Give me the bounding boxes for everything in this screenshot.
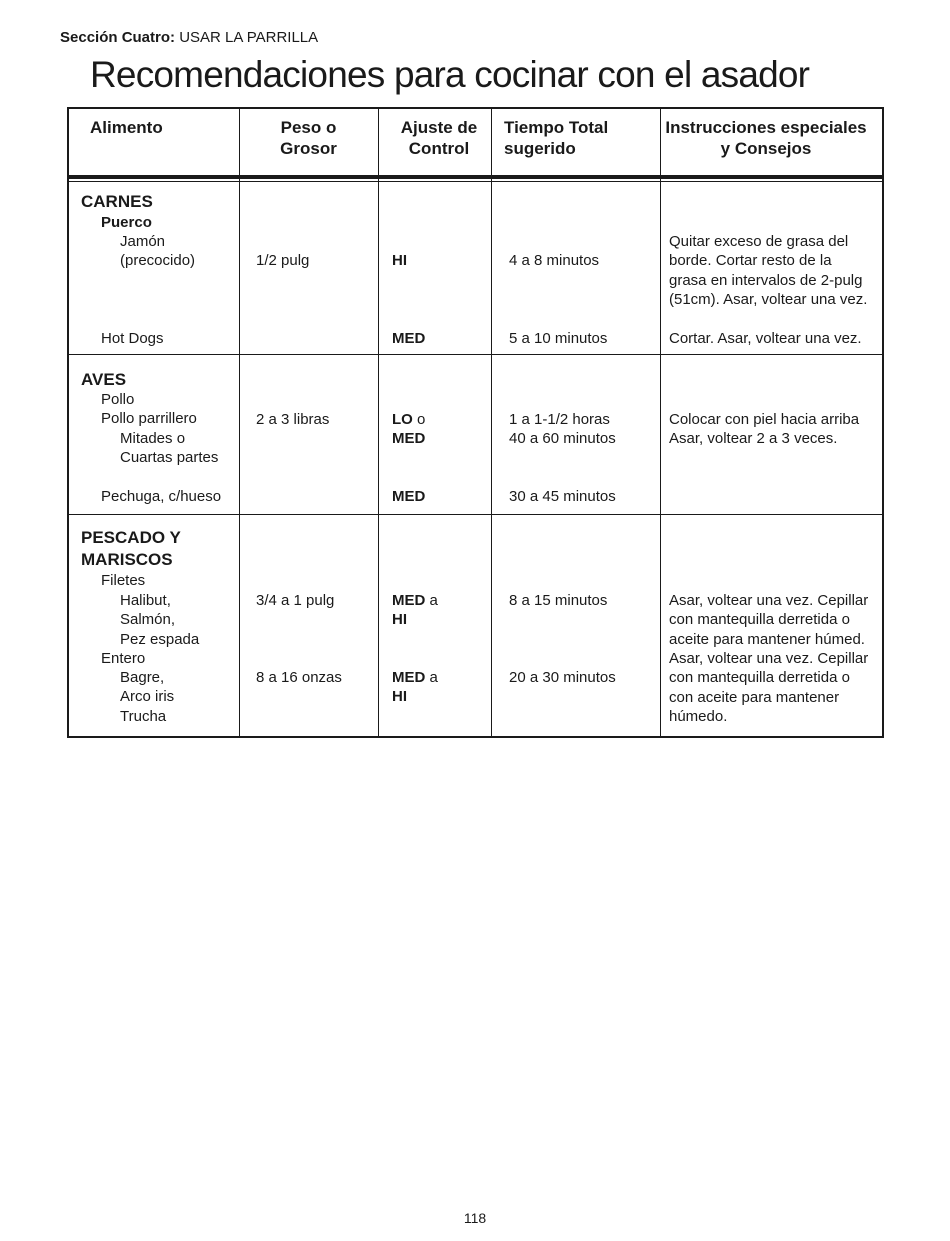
instructions-entero: Asar, voltear una vez. Cepillar con mantequilla derretida o con aceite para mantener húmedo. (669, 650, 869, 726)
time-pechuga: 30 a 45 minutos (509, 488, 616, 505)
broiling-table (67, 107, 884, 738)
food-pechuga: Pechuga, c/hueso (101, 488, 222, 505)
setting-pechuga: MED (392, 488, 426, 505)
column-divider (378, 109, 379, 736)
setting-entero: MED a HI (392, 669, 438, 706)
setting-jamon: HI (392, 252, 407, 269)
column-header-instrucciones: Instrucciones especiales y Consejos (665, 118, 867, 158)
row-divider (69, 514, 882, 515)
food-pollo-cortes: Mitades o Cuartas partes (120, 430, 219, 467)
instructions-pollo: Colocar con piel hacia arriba Asar, voltear 2 a 3 veces. (669, 411, 860, 448)
time-entero: 20 a 30 minutos (509, 669, 616, 686)
column-header-peso: Peso o Grosor (280, 118, 337, 158)
food-filetes: Filetes (101, 572, 146, 589)
header-divider (69, 181, 882, 182)
category-pescado: PESCADO Y MARISCOS (81, 528, 181, 569)
food-jamon: Jamón (precocido) (120, 233, 196, 270)
time-filetes: 8 a 15 minutos (509, 592, 608, 609)
food-hot-dogs: Hot Dogs (101, 330, 164, 347)
setting-pollo: LO o MED (392, 411, 426, 448)
instructions-filetes: Asar, voltear una vez. Cepillar con mantequilla derretida o aceite para mantener húmed. (669, 592, 869, 648)
column-divider (660, 109, 661, 736)
time-jamon: 4 a 8 minutos (509, 252, 600, 269)
subcategory-puerco: Puerco (101, 214, 152, 231)
food-pollo: Pollo Pollo parrillero (101, 391, 197, 428)
time-pollo: 1 a 1-1/2 horas 40 a 60 minutos (509, 411, 616, 448)
weight-jamon: 1/2 pulg (256, 252, 310, 269)
food-filetes-tipos: Halibut, Salmón, Pez espada (120, 592, 200, 648)
column-divider (491, 109, 492, 736)
section-header (60, 29, 318, 47)
page-title: Recomendaciones para cocinar con el asador (90, 54, 810, 95)
section-name: USAR LA PARRILLA (179, 29, 319, 46)
food-entero-tipos: Bagre, Arco iris Trucha (120, 669, 175, 725)
instructions-jamon: Quitar exceso de grasa del borde. Cortar resto de la grasa en intervalos de 2-pulg (51cm). Asar, voltear una vez. (669, 233, 868, 309)
page-number: 118 (463, 1210, 487, 1226)
food-entero: Entero (101, 650, 146, 667)
setting-hot-dogs: MED (392, 330, 426, 347)
column-divider (239, 109, 240, 736)
category-aves: AVES (81, 370, 127, 389)
section-label: Sección Cuatro: (60, 29, 176, 46)
column-header-tiempo: Tiempo Total sugerido (504, 118, 609, 158)
setting-filetes: MED a HI (392, 592, 438, 629)
weight-pollo: 2 a 3 libras (256, 411, 330, 428)
category-carnes: CARNES (81, 192, 153, 211)
weight-filetes: 3/4 a 1 pulg (256, 592, 335, 609)
column-header-ajuste: Ajuste de Control (400, 118, 478, 158)
column-header-alimento: Alimento (90, 118, 163, 137)
header-divider (69, 175, 882, 179)
instructions-hot-dogs: Cortar. Asar, voltear una vez. (669, 330, 862, 347)
time-hot-dogs: 5 a 10 minutos (509, 330, 608, 347)
weight-entero: 8 a 16 onzas (256, 669, 342, 686)
row-divider (69, 354, 882, 355)
